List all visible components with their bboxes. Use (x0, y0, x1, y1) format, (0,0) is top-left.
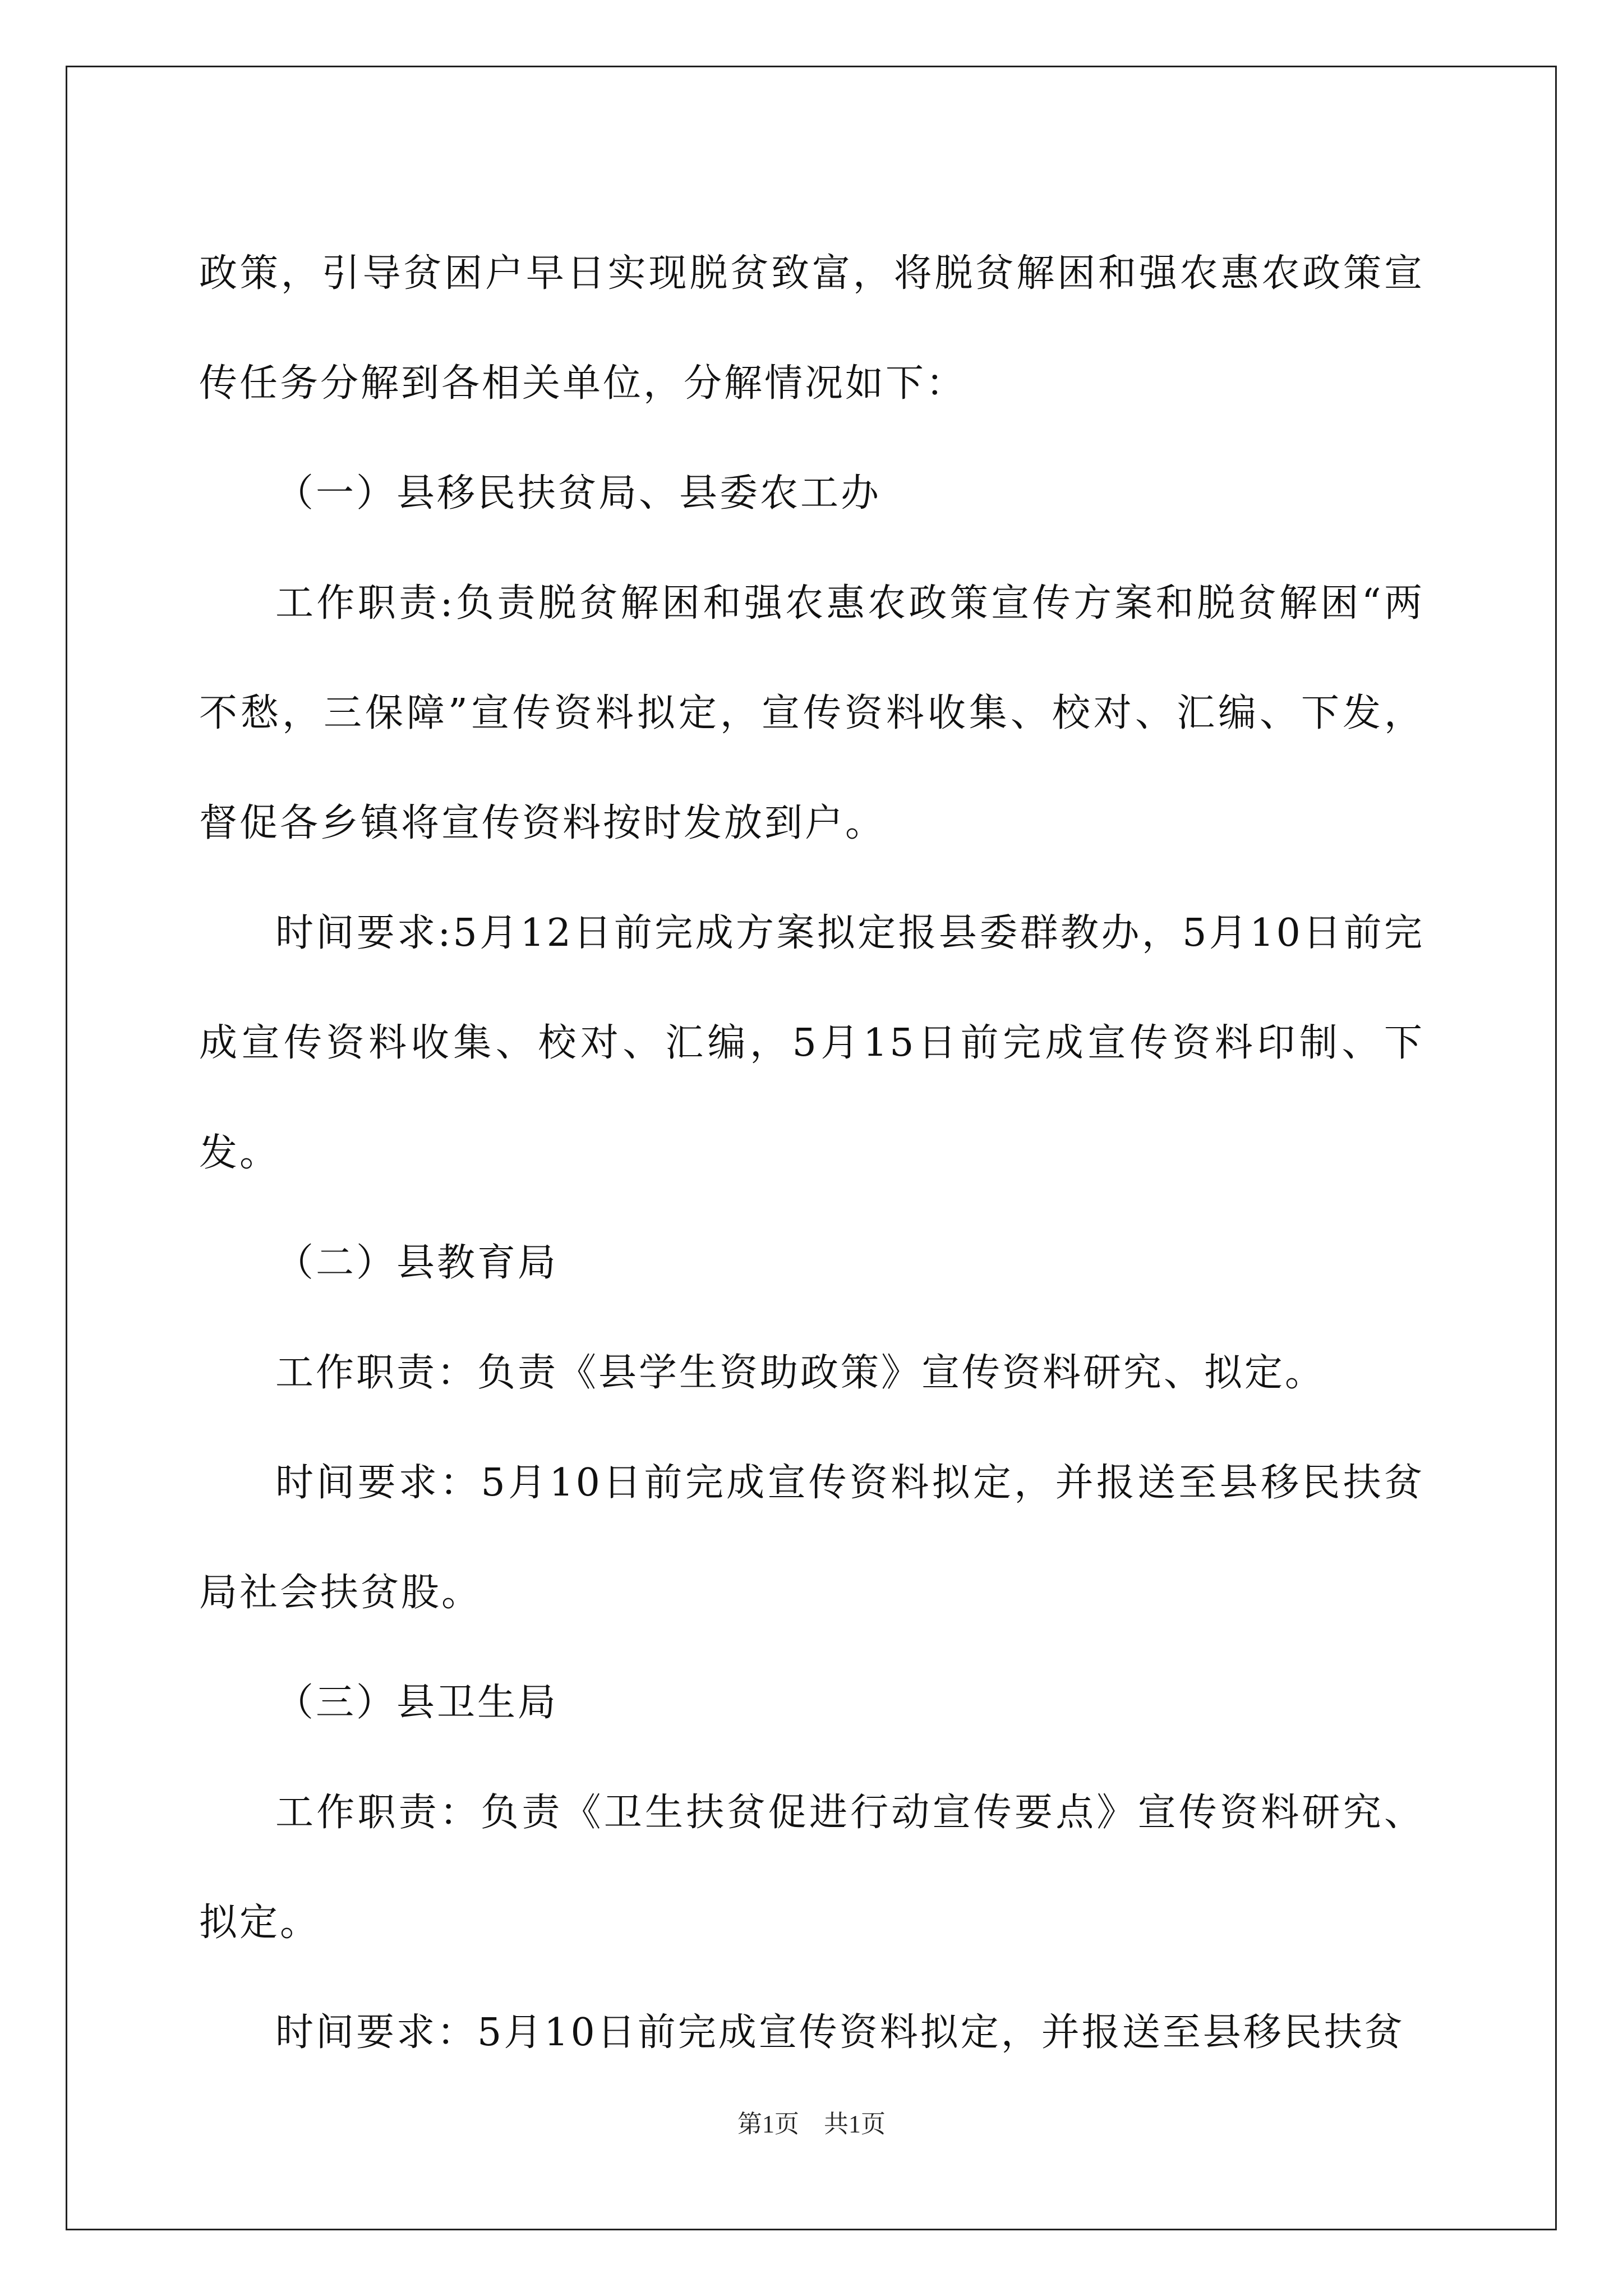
paragraph: 工作职责：负责《卫生扶贫促进行动宣传要点》宣传资料研究、拟定。 (199, 1791, 1424, 1945)
paragraph: 工作职责：负责《县学生资助政策》宣传资料研究、拟定。 (275, 1351, 1326, 1395)
document-body (199, 219, 1424, 2088)
paragraph: 时间要求：5月10日前完成宣传资料拟定，并报送至县移民扶贫 (275, 2010, 1405, 2055)
paragraph: 政策，引导贫困户早日实现脱贫致富，将脱贫解困和强农惠农政策宣传任务分解到各相关单位，分解情况如下： (199, 251, 1424, 406)
paragraph: 时间要求:5月12日前完成方案拟定报县委群教办，5月10日前完成宣传资料收集、校对、汇编，5月15日前完成宣传资料印制、下发。 (199, 911, 1424, 1175)
paragraph: 时间要求：5月10日前完成宣传资料拟定，并报送至县移民扶贫局社会扶贫股。 (199, 1461, 1424, 1615)
section-heading: （三）县卫生局 (275, 1681, 559, 1725)
page-number: 第1页 共1页 (737, 2110, 886, 2138)
paragraph: 工作职责:负责脱贫解困和强农惠农政策宣传方案和脱贫解困“两不愁，三保障”宣传资料拟定，宣传资料收集、校对、汇编、下发，督促各乡镇将宣传资料按时发放到户。 (199, 581, 1424, 845)
section-heading: （一）县移民扶贫局、县委农工办 (275, 471, 882, 516)
section-heading: （二）县教育局 (275, 1241, 559, 1285)
